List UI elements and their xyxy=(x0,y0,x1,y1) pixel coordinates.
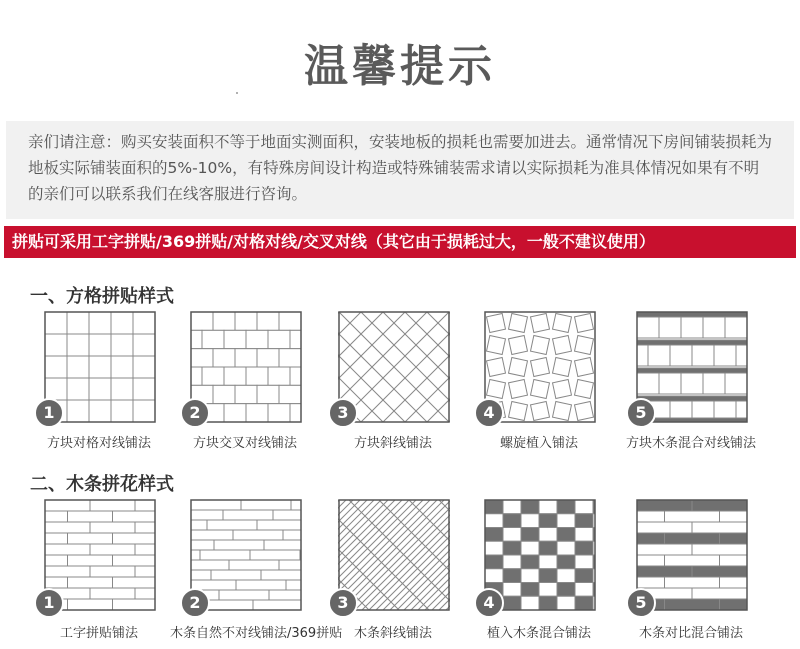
step-number-badge: 5 xyxy=(626,588,656,618)
step-number-badge: 1 xyxy=(34,398,64,428)
section-title-square: 一、方格拼贴样式 xyxy=(30,286,174,307)
pattern-caption: 植入木条混合铺法 xyxy=(486,626,591,641)
pattern-caption: 木条自然不对线铺法/369拼贴 xyxy=(170,626,343,641)
step-number-badge: 4 xyxy=(474,588,504,618)
decorative-dot xyxy=(236,92,238,94)
pattern-caption: 方块交叉对线铺法 xyxy=(192,436,297,451)
step-number-badge: 4 xyxy=(474,398,504,428)
section-title-strip: 二、木条拼花样式 xyxy=(30,474,174,495)
pattern-caption: 木条对比混合铺法 xyxy=(638,626,743,641)
step-number-badge: 2 xyxy=(180,398,210,428)
step-number-badge: 3 xyxy=(328,588,358,618)
step-number-badge: 3 xyxy=(328,398,358,428)
step-number-badge: 2 xyxy=(180,588,210,618)
pattern-caption: 方块斜线铺法 xyxy=(353,436,432,451)
pattern-caption: 方块对格对线铺法 xyxy=(46,436,151,451)
step-number-badge: 5 xyxy=(626,398,656,428)
pattern-caption: 螺旋植入铺法 xyxy=(499,436,578,451)
page-title: 温馨提示 xyxy=(304,41,496,92)
pattern-caption: 木条斜线铺法 xyxy=(353,626,432,641)
pattern-caption: 方块木条混合对线铺法 xyxy=(625,436,756,451)
warning-banner: 拼贴可采用工字拼贴/369拼贴/对格对线/交叉对线（其它由于损耗过大，一般不建议使用） xyxy=(4,226,796,258)
notice-box: 亲们请注意：购买安装面积不等于地面实测面积，安装地板的损耗也需要加进去。通常情况下房间铺装损耗为地板实际铺装面积的5%-10%，有特殊房间设计构造或特殊铺装需求请以实际损耗为准具体情况如果有不明的亲们可以联系我们在线客服进行咨询。 xyxy=(6,121,794,219)
step-number-badge: 1 xyxy=(34,588,64,618)
pattern-caption: 工字拼贴铺法 xyxy=(59,626,138,641)
